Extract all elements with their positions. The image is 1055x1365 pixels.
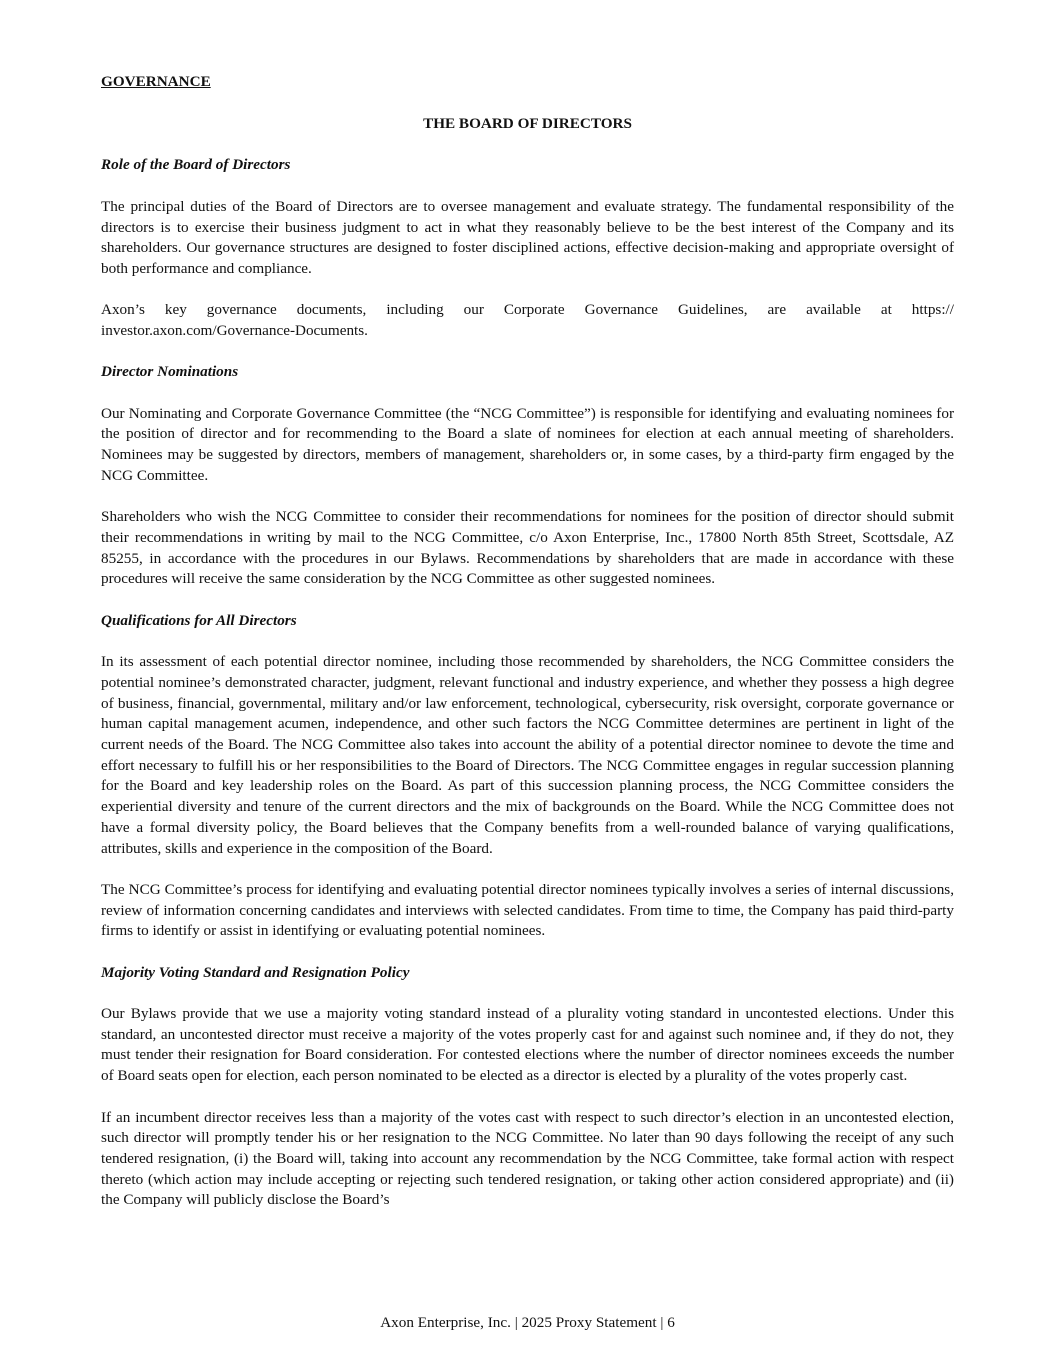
document-page	[101, 72, 954, 1232]
paragraph: In its assessment of each potential director nominee, including those recommended by shareholders, the NCG Committee considers the potential nominee’s demonstrated character, judgment, relevant functional and industry experience, and whether they possess a high degree of business, financial, governmental, military and/or law enforcement, technological, cybersecurity, risk oversight, corporate governance or human capital management acumen, independence, and other such factors the NCG Committee determines are pertinent in light of the current needs of the Board. The NCG Committee also takes into account the ability of a potential director nominee to devote the time and effort necessary to fulfill his or her responsibilities to the Board of Directors. The NCG Committee engages in regular succession planning for the Board and key leadership roles on the Board. As part of this succession planning process, the NCG Committee considers the experiential diversity and tenure of the current directors and the mix of backgrounds on the Board. While the NCG Committee does not have a formal diversity policy, the Board believes that the Company benefits from a well-rounded balance of varying qualifications, attributes, skills and experience in the composition of the Board.	[101, 653, 954, 857]
paragraph: Our Bylaws provide that we use a majority voting standard instead of a plurality voting standard in uncontested elections. Under this standard, an uncontested director must receive a majority of the votes properly cast for and against such nominee and, if they do not, they must tender their resignation for Board consideration. For contested elections where the number of director nominees exceeds the number of Board seats open for election, each person nominated to be elected as a director is elected by a plurality of the votes properly cast.	[101, 1005, 954, 1085]
heading-majority-voting: Majority Voting Standard and Resignation Policy	[101, 963, 410, 981]
paragraph: If an incumbent director receives less than a majority of the votes cast with respect to such director’s election in an uncontested election, such director will promptly tender his or her resignation to the NCG Committee. No later than 90 days following the receipt of any such tendered resignation, (i) the Board will, taking into account any recommendation by the NCG Committee, take formal action with respect thereto (which action may include accepting or rejecting such tendered resignation, or taking other action considered appropriate) and (ii) the Company will publicly disclose the Board’s	[101, 1108, 954, 1209]
heading-qualifications: Qualifications for All Directors	[101, 611, 297, 629]
heading-role: Role of the Board of Directors	[101, 156, 291, 174]
paragraph: The NCG Committee’s process for identifying and evaluating potential director nominees typically involves a series of internal discussions, review of information concerning candidates and interviews with selected candidates. From time to time, the Company has paid third-party firms to identify or assist in identifying or evaluating potential nominees.	[101, 880, 954, 940]
page-footer: Axon Enterprise, Inc. | 2025 Proxy Statement | 6	[380, 1314, 675, 1331]
paragraph: Axon’s key governance documents, including our Corporate Governance Guidelines, are available at https:// investor.axon.com/Governance-Documents.	[101, 301, 954, 339]
heading-director-nominations: Director Nominations	[101, 363, 239, 381]
page-title: THE BOARD OF DIRECTORS	[423, 114, 632, 132]
paragraph: Shareholders who wish the NCG Committee to consider their recommendations for nominees for the position of director should submit their recommendations in writing by mail to the NCG Committee, c/o Axon Enterprise, Inc., 17800 North 85th Street, Scottsdale, AZ 85255, in accordance with the procedures in our Bylaws. Recommendations by shareholders that are made in accordance with these procedures will receive the same consideration by the NCG Committee as other suggested nominees.	[101, 508, 954, 588]
section-label: GOVERNANCE	[101, 73, 211, 90]
paragraph: Our Nominating and Corporate Governance Committee (the “NCG Committee”) is responsible for identifying and evaluating nominees for the position of director and for recommending to the Board a slate of nominees for election at each annual meeting of shareholders. Nominees may be suggested by directors, members of management, shareholders or, in some cases, by a third-party firm engaged by the NCG Committee.	[101, 404, 954, 484]
paragraph: The principal duties of the Board of Directors are to oversee management and evaluate strategy. The fundamental responsibility of the directors is to exercise their business judgment to act in what they reasonably believe to be the best interest of the Company and its shareholders. Our governance structures are designed to foster disciplined actions, effective decision-making and appropriate oversight of both performance and compliance.	[101, 197, 954, 277]
